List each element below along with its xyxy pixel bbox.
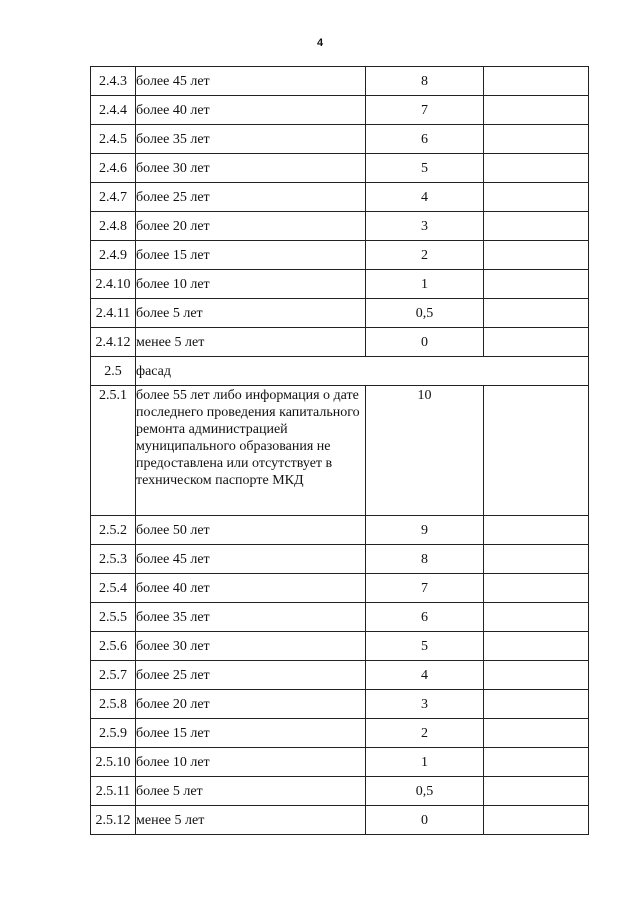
row-empty-cell bbox=[484, 241, 589, 270]
table-row bbox=[91, 125, 589, 154]
row-score-cell: 9 bbox=[366, 516, 484, 545]
row-number-cell: 2.5.5 bbox=[91, 603, 136, 632]
table-row bbox=[91, 748, 589, 777]
row-number-cell: 2.5.10 bbox=[91, 748, 136, 777]
row-criterion-cell: более 40 лет bbox=[136, 96, 366, 125]
row-score-cell: 0 bbox=[366, 328, 484, 357]
row-criterion-cell: менее 5 лет bbox=[136, 806, 366, 835]
row-number-cell: 2.5.6 bbox=[91, 632, 136, 661]
row-score-cell: 2 bbox=[366, 719, 484, 748]
row-empty-cell bbox=[484, 661, 589, 690]
row-score-cell: 0,5 bbox=[366, 777, 484, 806]
table-row bbox=[91, 661, 589, 690]
row-empty-cell bbox=[484, 516, 589, 545]
row-criterion-cell: более 15 лет bbox=[136, 719, 366, 748]
row-criterion-cell: более 20 лет bbox=[136, 212, 366, 241]
row-empty-cell bbox=[484, 545, 589, 574]
row-number-cell: 2.5.4 bbox=[91, 574, 136, 603]
row-number-cell: 2.5.8 bbox=[91, 690, 136, 719]
row-criterion-cell: более 40 лет bbox=[136, 574, 366, 603]
row-empty-cell bbox=[484, 212, 589, 241]
row-criterion-cell: более 10 лет bbox=[136, 748, 366, 777]
row-empty-cell bbox=[484, 328, 589, 357]
row-score-cell: 7 bbox=[366, 96, 484, 125]
row-empty-cell bbox=[484, 299, 589, 328]
row-criterion-cell: более 30 лет bbox=[136, 154, 366, 183]
row-number-cell: 2.4.7 bbox=[91, 183, 136, 212]
row-score-cell: 3 bbox=[366, 212, 484, 241]
row-score-cell: 8 bbox=[366, 67, 484, 96]
row-score-cell: 3 bbox=[366, 690, 484, 719]
row-empty-cell bbox=[484, 777, 589, 806]
row-number-cell: 2.4.6 bbox=[91, 154, 136, 183]
table-row bbox=[91, 574, 589, 603]
row-number-cell: 2.4.5 bbox=[91, 125, 136, 154]
row-number-cell: 2.4.12 bbox=[91, 328, 136, 357]
row-criterion-cell: более 45 лет bbox=[136, 67, 366, 96]
section-title-cell: фасад bbox=[136, 357, 589, 386]
page-number: 4 bbox=[316, 37, 324, 49]
table-row bbox=[91, 241, 589, 270]
row-empty-cell bbox=[484, 603, 589, 632]
table-row bbox=[91, 603, 589, 632]
row-number-cell: 2.5.11 bbox=[91, 777, 136, 806]
row-number-cell: 2.5.12 bbox=[91, 806, 136, 835]
row-criterion-cell: более 55 лет либо информация о дате последнего проведения капитального ремонта администрацией муниципального образования не предоставлена или отсутствует в техническом паспорте МКД bbox=[136, 386, 366, 516]
row-empty-cell bbox=[484, 806, 589, 835]
row-criterion-cell: более 30 лет bbox=[136, 632, 366, 661]
row-number-cell: 2.4.8 bbox=[91, 212, 136, 241]
row-criterion-cell: более 20 лет bbox=[136, 690, 366, 719]
table-row bbox=[91, 777, 589, 806]
row-number-cell: 2.4.10 bbox=[91, 270, 136, 299]
row-empty-cell bbox=[484, 690, 589, 719]
row-score-cell: 1 bbox=[366, 748, 484, 777]
row-score-cell: 7 bbox=[366, 574, 484, 603]
row-criterion-cell: более 25 лет bbox=[136, 661, 366, 690]
row-criterion-cell: более 35 лет bbox=[136, 603, 366, 632]
row-number-cell: 2.5.2 bbox=[91, 516, 136, 545]
table-row bbox=[91, 183, 589, 212]
row-score-cell: 0,5 bbox=[366, 299, 484, 328]
row-number-cell: 2.4.9 bbox=[91, 241, 136, 270]
table-row bbox=[91, 719, 589, 748]
row-score-cell: 1 bbox=[366, 270, 484, 299]
row-number-cell: 2.5.9 bbox=[91, 719, 136, 748]
row-criterion-cell: менее 5 лет bbox=[136, 328, 366, 357]
table-row bbox=[91, 212, 589, 241]
row-criterion-cell: более 5 лет bbox=[136, 777, 366, 806]
row-number-cell: 2.5.7 bbox=[91, 661, 136, 690]
row-criterion-cell: более 5 лет bbox=[136, 299, 366, 328]
row-criterion-cell: более 45 лет bbox=[136, 545, 366, 574]
row-score-cell: 8 bbox=[366, 545, 484, 574]
table-row bbox=[91, 96, 589, 125]
table-row bbox=[91, 386, 589, 516]
row-empty-cell bbox=[484, 125, 589, 154]
row-empty-cell bbox=[484, 270, 589, 299]
table-row bbox=[91, 806, 589, 835]
row-number-cell: 2.5.1 bbox=[91, 386, 136, 516]
table-row bbox=[91, 632, 589, 661]
row-number-cell: 2.5 bbox=[91, 357, 136, 386]
table-row bbox=[91, 690, 589, 719]
row-score-cell: 4 bbox=[366, 661, 484, 690]
row-score-cell: 5 bbox=[366, 154, 484, 183]
row-empty-cell bbox=[484, 719, 589, 748]
row-score-cell: 6 bbox=[366, 125, 484, 154]
row-number-cell: 2.4.3 bbox=[91, 67, 136, 96]
row-empty-cell bbox=[484, 748, 589, 777]
table-row bbox=[91, 516, 589, 545]
row-score-cell: 2 bbox=[366, 241, 484, 270]
row-empty-cell bbox=[484, 574, 589, 603]
row-criterion-cell: более 15 лет bbox=[136, 241, 366, 270]
row-criterion-cell: более 50 лет bbox=[136, 516, 366, 545]
row-criterion-cell: более 25 лет bbox=[136, 183, 366, 212]
row-score-cell: 0 bbox=[366, 806, 484, 835]
row-number-cell: 2.4.11 bbox=[91, 299, 136, 328]
table-row bbox=[91, 67, 589, 96]
row-number-cell: 2.4.4 bbox=[91, 96, 136, 125]
row-empty-cell bbox=[484, 183, 589, 212]
table-row bbox=[91, 299, 589, 328]
row-empty-cell bbox=[484, 67, 589, 96]
row-criterion-cell: более 35 лет bbox=[136, 125, 366, 154]
row-criterion-cell: более 10 лет bbox=[136, 270, 366, 299]
table-row bbox=[91, 154, 589, 183]
criteria-table bbox=[90, 66, 589, 835]
row-score-cell: 5 bbox=[366, 632, 484, 661]
table-row bbox=[91, 328, 589, 357]
row-score-cell: 4 bbox=[366, 183, 484, 212]
row-score-cell: 10 bbox=[366, 386, 484, 516]
row-number-cell: 2.5.3 bbox=[91, 545, 136, 574]
row-empty-cell bbox=[484, 96, 589, 125]
row-empty-cell bbox=[484, 154, 589, 183]
row-empty-cell bbox=[484, 632, 589, 661]
row-score-cell: 6 bbox=[366, 603, 484, 632]
table-row bbox=[91, 357, 589, 386]
table-row bbox=[91, 545, 589, 574]
criteria-table-body bbox=[91, 67, 589, 835]
row-empty-cell bbox=[484, 386, 589, 516]
table-row bbox=[91, 270, 589, 299]
